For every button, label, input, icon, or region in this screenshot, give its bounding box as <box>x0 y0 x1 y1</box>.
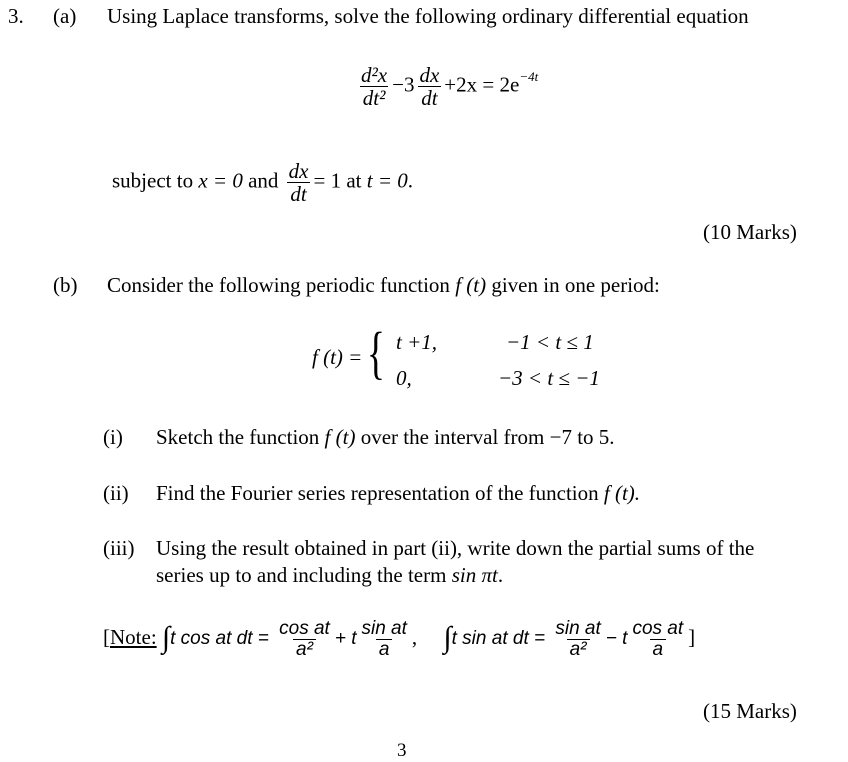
part-a-intro: Using Laplace transforms, solve the following ordinary differential equation <box>107 4 749 28</box>
part-b-label: (b) <box>53 273 78 297</box>
note2-frac1 <box>552 619 603 660</box>
note2-frac2 <box>629 619 686 660</box>
sub-i-pre: Sketch the function <box>156 425 320 449</box>
note1-plus-t: + t <box>334 628 357 649</box>
note1-frac1-den: a² <box>293 639 316 660</box>
sub-iii-line1: Using the result obtained in part (ii), write down the partial sums of the <box>156 536 755 560</box>
sub-i-post: over the interval from −7 to 5. <box>360 425 615 449</box>
sub-i-text <box>156 425 615 449</box>
minus-three: −3 <box>392 72 415 97</box>
function-definition-lhs: f (t) = <box>312 345 363 369</box>
note-open-bracket: [ <box>103 625 110 649</box>
note-close-bracket: ] <box>688 625 696 649</box>
equation-rhs: +2x = 2e <box>444 72 520 97</box>
condition-t0: t = 0 <box>366 168 408 193</box>
function-ft: f (t) <box>455 273 487 297</box>
part-a-label: (a) <box>53 4 77 28</box>
d2x-numerator: d²x <box>361 63 388 87</box>
condition-dx: dx <box>288 159 309 183</box>
sub-i-ft: f (t) <box>324 425 356 449</box>
note1-integrand: t cos at dt = <box>170 628 269 649</box>
integral-icon: ∫ <box>161 621 171 654</box>
condition-prefix: subject to <box>112 168 194 193</box>
first-derivative-fraction <box>416 64 442 109</box>
sub-iii-term: sin πt <box>451 563 498 587</box>
case1-range: −1 < t ≤ 1 <box>506 330 594 354</box>
note-comma: , <box>411 625 418 649</box>
part-b-intro-post: given in one period: <box>491 273 660 297</box>
sub-ii-pre: Find the Fourier series representation of the function <box>156 481 599 505</box>
note1-frac2-den: a <box>376 639 393 660</box>
part-b-intro-pre: Consider the following periodic function <box>107 273 450 297</box>
condition-period: . <box>407 168 413 193</box>
case2-expression: 0, <box>396 366 412 390</box>
note1-frac1 <box>276 619 333 660</box>
note2-frac1-den: a² <box>567 639 590 660</box>
condition-dt: dt <box>287 182 309 205</box>
part-b-marks: (15 Marks) <box>703 699 797 723</box>
note2-frac2-num: cos at <box>632 617 684 639</box>
case1-expression: t +1, <box>396 330 438 354</box>
note2-frac2-den: a <box>650 639 667 660</box>
exponent: −4t <box>519 69 539 85</box>
question-number: 3. <box>8 4 24 28</box>
sub-iii-end: . <box>497 563 504 587</box>
note2-frac1-num: sin at <box>555 617 601 639</box>
part-a-marks: (10 Marks) <box>703 220 797 244</box>
sub-iii-line2 <box>156 563 503 587</box>
initial-conditions <box>112 160 413 205</box>
condition-equals-one: = 1 <box>313 168 342 193</box>
sub-i-label: (i) <box>103 425 123 449</box>
page-number: 3 <box>397 740 407 761</box>
sub-ii-label: (ii) <box>103 481 129 505</box>
condition-derivative-fraction <box>286 160 312 205</box>
sub-ii-ft: f (t). <box>603 481 641 505</box>
sub-iii-label: (iii) <box>103 536 135 560</box>
note-label: Note: <box>110 625 157 649</box>
case2-range: −3 < t ≤ −1 <box>498 366 600 390</box>
note2-integrand: t sin at dt = <box>451 628 546 649</box>
second-derivative-fraction <box>358 64 390 109</box>
note1-frac2 <box>358 619 409 660</box>
dx-numerator: dx <box>419 63 440 87</box>
left-brace-icon: { <box>366 320 385 385</box>
condition-and: and <box>248 168 279 193</box>
note1-frac2-num: sin at <box>361 617 407 639</box>
dt-denominator: dt <box>418 86 440 109</box>
note-line <box>103 618 695 660</box>
note1-frac1-num: cos at <box>279 617 330 639</box>
sub-iii-line2-text: series up to and including the term <box>156 563 447 587</box>
dt2-denominator: dt² <box>360 86 389 109</box>
integral-icon: ∫ <box>443 621 452 654</box>
condition-x: x = 0 <box>198 168 243 193</box>
part-b-intro <box>107 273 660 297</box>
sub-ii-text <box>156 481 640 505</box>
note2-minus-t: − t <box>605 628 628 649</box>
ode-equation <box>356 64 538 109</box>
condition-at: at <box>346 168 362 193</box>
